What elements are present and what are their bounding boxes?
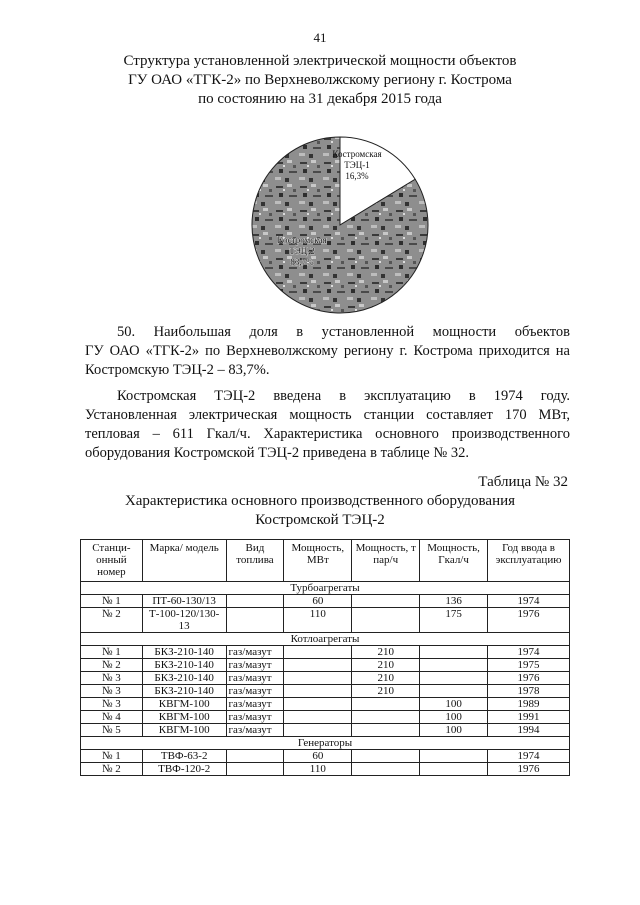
cell-heat: [420, 659, 488, 672]
paragraph-line: 50. Наибольшая доля в установленной мощности объектов: [117, 324, 570, 340]
pie-slice-percent: 83,7%: [290, 257, 314, 267]
cell-model: ТВФ-120-2: [142, 763, 226, 776]
cell-fuel: газ/мазут: [226, 672, 284, 685]
cell-year: 1989: [488, 698, 570, 711]
table-row: [81, 646, 570, 659]
cell-power-mw: [284, 659, 352, 672]
cell-year: 1974: [488, 750, 570, 763]
equipment-table: [80, 539, 570, 776]
cell-model: БКЗ-210-140: [142, 672, 226, 685]
cell-heat: [420, 685, 488, 698]
cell-power-mw: 60: [284, 750, 352, 763]
chart-title: [0, 52, 640, 109]
pie-slice-percent: 16,3%: [345, 171, 369, 181]
table-row: [81, 672, 570, 685]
cell-steam: 210: [352, 672, 420, 685]
cell-fuel: газ/мазут: [226, 659, 284, 672]
cell-station-number: № 2: [81, 608, 143, 633]
cell-steam: [352, 711, 420, 724]
cell-heat: 175: [420, 608, 488, 633]
cell-fuel: [226, 595, 284, 608]
cell-fuel: газ/мазут: [226, 724, 284, 737]
section-title: Генераторы: [81, 737, 570, 750]
cell-year: 1978: [488, 685, 570, 698]
cell-steam: 210: [352, 659, 420, 672]
cell-model: ПТ-60-130/13: [142, 595, 226, 608]
cell-model: Т-100-120/130-13: [142, 608, 226, 633]
cell-year: 1976: [488, 763, 570, 776]
cell-station-number: № 4: [81, 711, 143, 724]
table-row: [81, 698, 570, 711]
cell-station-number: № 3: [81, 672, 143, 685]
header-model: Марка/ модель: [142, 540, 226, 582]
paragraph-1: [85, 323, 570, 380]
cell-power-mw: [284, 672, 352, 685]
pie-slice-name: Костромская: [332, 149, 382, 159]
cell-station-number: № 5: [81, 724, 143, 737]
cell-heat: [420, 763, 488, 776]
cell-heat: 100: [420, 724, 488, 737]
header-station-number: Станци-онный номер: [81, 540, 143, 582]
cell-model: КВГМ-100: [142, 698, 226, 711]
table-row: [81, 763, 570, 776]
cell-year: 1991: [488, 711, 570, 724]
table-row: [81, 750, 570, 763]
table-section-row: [81, 737, 570, 750]
cell-fuel: [226, 763, 284, 776]
cell-fuel: газ/мазут: [226, 685, 284, 698]
chart-title-line: по состоянию на 31 декабря 2015 года: [198, 91, 442, 107]
cell-fuel: [226, 750, 284, 763]
cell-power-mw: [284, 711, 352, 724]
cell-power-mw: [284, 685, 352, 698]
cell-heat: 100: [420, 711, 488, 724]
paragraph-line: Костромская ТЭЦ-2 введена в эксплуатацию в 1974 году.: [117, 388, 570, 404]
cell-model: КВГМ-100: [142, 711, 226, 724]
table-body: [81, 582, 570, 776]
header-steam: Мощность, т пар/ч: [352, 540, 420, 582]
cell-power-mw: [284, 698, 352, 711]
cell-heat: 100: [420, 698, 488, 711]
cell-station-number: № 1: [81, 646, 143, 659]
table-section-row: [81, 633, 570, 646]
cell-year: 1976: [488, 608, 570, 633]
chart-title-line: ГУ ОАО «ТГК-2» по Верхневолжскому региону г. Кострома: [128, 72, 512, 88]
cell-heat: 136: [420, 595, 488, 608]
cell-steam: [352, 763, 420, 776]
paragraph-2: [85, 387, 570, 463]
cell-fuel: газ/мазут: [226, 646, 284, 659]
section-title: Котлоагрегаты: [81, 633, 570, 646]
cell-heat: [420, 750, 488, 763]
header-heat: Мощность, Гкал/ч: [420, 540, 488, 582]
cell-station-number: № 3: [81, 685, 143, 698]
cell-station-number: № 2: [81, 763, 143, 776]
pie-slices: [252, 137, 428, 313]
section-title: Турбоагрегаты: [81, 582, 570, 595]
cell-model: ТВФ-63-2: [142, 750, 226, 763]
cell-steam: [352, 724, 420, 737]
cell-model: БКЗ-210-140: [142, 659, 226, 672]
paragraph-line: тепловая – 611 Гкал/ч. Характеристика основного производственного: [85, 426, 570, 442]
cell-year: 1976: [488, 672, 570, 685]
cell-steam: 210: [352, 646, 420, 659]
table-number: Таблица № 32: [478, 474, 568, 490]
table-row: [81, 659, 570, 672]
cell-power-mw: [284, 646, 352, 659]
paragraph-line: ГУ ОАО «ТГК-2» по Верхневолжскому региону г. Кострома приходится на: [85, 343, 570, 359]
pie-slice-name: ТЭЦ-1: [344, 160, 370, 170]
chart-title-line: Структура установленной электрической мощности объектов: [123, 53, 517, 69]
cell-fuel: [226, 608, 284, 633]
cell-power-mw: 110: [284, 763, 352, 776]
paragraph-line: Костромскую ТЭЦ-2 – 83,7%.: [85, 362, 270, 378]
cell-year: 1974: [488, 646, 570, 659]
cell-heat: [420, 646, 488, 659]
cell-fuel: газ/мазут: [226, 698, 284, 711]
cell-power-mw: 60: [284, 595, 352, 608]
pie-slice-name: Костромская: [277, 235, 327, 245]
table-title: [0, 492, 640, 530]
table-row: [81, 724, 570, 737]
cell-power-mw: 110: [284, 608, 352, 633]
cell-station-number: № 1: [81, 750, 143, 763]
pie-slice-name: ТЭЦ-2: [289, 246, 315, 256]
table-title-line: Характеристика основного производственного оборудования: [124, 493, 516, 509]
paragraph-line: оборудования Костромской ТЭЦ-2 приведена в таблице № 32.: [85, 445, 469, 461]
cell-model: БКЗ-210-140: [142, 646, 226, 659]
cell-station-number: № 2: [81, 659, 143, 672]
table-row: [81, 711, 570, 724]
header-fuel: Вид топлива: [226, 540, 284, 582]
cell-model: БКЗ-210-140: [142, 685, 226, 698]
table-title-line: Костромской ТЭЦ-2: [255, 512, 385, 528]
cell-steam: 210: [352, 685, 420, 698]
cell-steam: [352, 750, 420, 763]
cell-steam: [352, 595, 420, 608]
page-number: 41: [313, 30, 327, 45]
cell-year: 1974: [488, 595, 570, 608]
cell-station-number: № 1: [81, 595, 143, 608]
cell-year: 1994: [488, 724, 570, 737]
paragraph-line: Установленная электрическая мощность станции составляет 170 МВт,: [85, 407, 570, 423]
table-section-row: [81, 582, 570, 595]
cell-steam: [352, 698, 420, 711]
cell-heat: [420, 672, 488, 685]
table-row: [81, 608, 570, 633]
header-year: Год ввода в эксплуатацию: [488, 540, 570, 582]
cell-year: 1975: [488, 659, 570, 672]
table-row: [81, 595, 570, 608]
header-power-mw: Мощность, МВт: [284, 540, 352, 582]
cell-power-mw: [284, 724, 352, 737]
pie-chart: [250, 135, 430, 315]
cell-fuel: газ/мазут: [226, 711, 284, 724]
cell-station-number: № 3: [81, 698, 143, 711]
cell-model: КВГМ-100: [142, 724, 226, 737]
table-row: [81, 685, 570, 698]
table-header-row: [81, 540, 570, 582]
cell-steam: [352, 608, 420, 633]
